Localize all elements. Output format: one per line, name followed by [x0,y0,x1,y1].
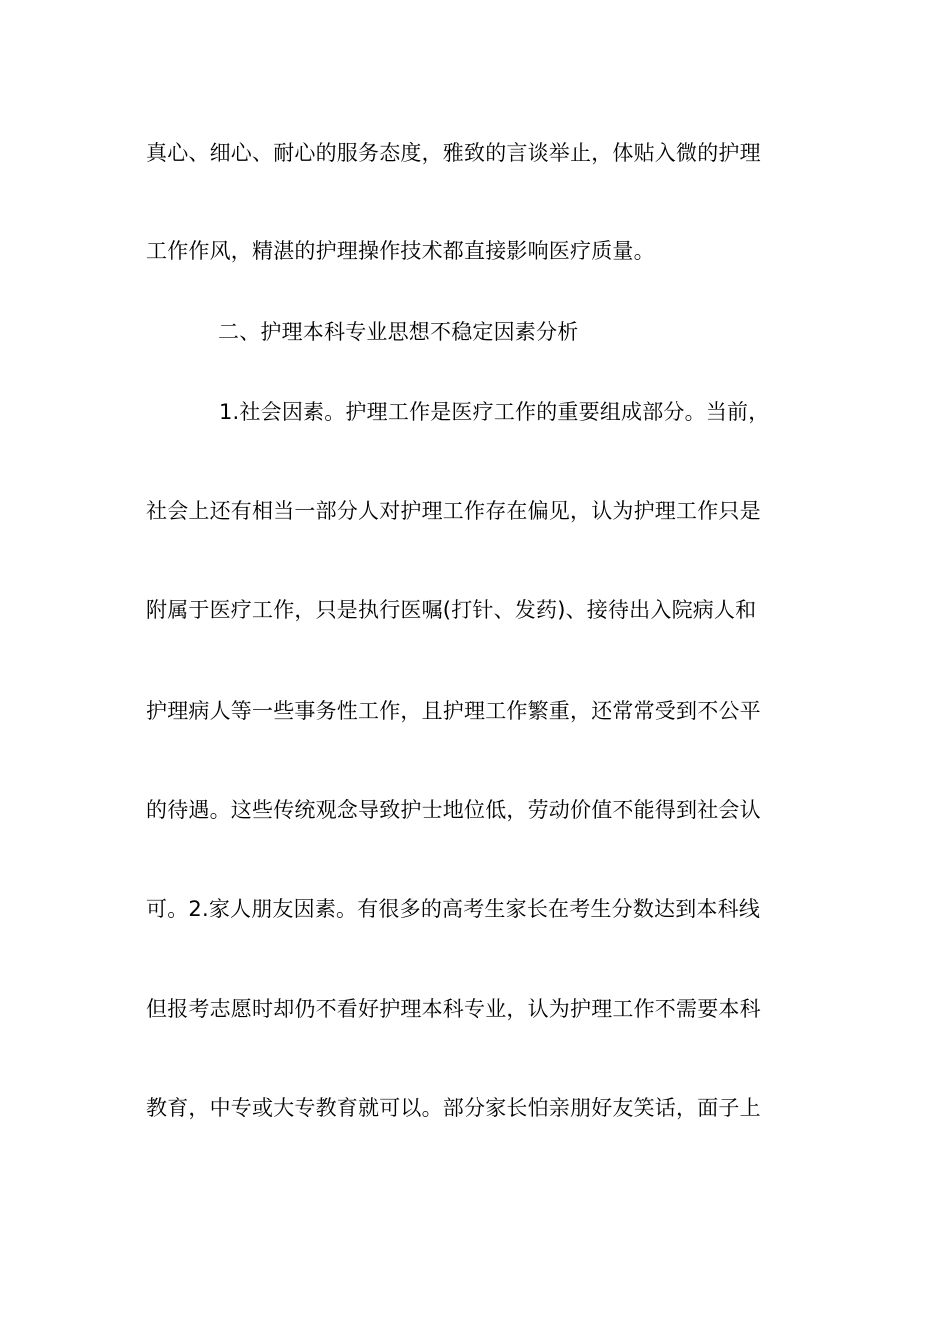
paragraph-line: 但报考志愿时却仍不看好护理本科专业，认为护理工作不需要本科 [146,997,761,1021]
paragraph-line: 社会上还有相当一部分人对护理工作存在偏见，认为护理工作只是 [146,499,761,523]
paragraph-line: 工作作风，精湛的护理操作技术都直接影响医疗质量。 [146,239,655,263]
section-heading: 二、护理本科专业思想不稳定因素分析 [218,320,579,344]
paragraph-line: 护理病人等一些事务性工作，且护理工作繁重，还常常受到不公平 [146,699,761,723]
paragraph-line: 真心、细心、耐心的服务态度，雅致的言谈举止，体贴入微的护理 [146,141,761,165]
paragraph-line: 1.社会因素。护理工作是医疗工作的重要组成部分。当前， [219,400,770,424]
paragraph-line: 教育，中专或大专教育就可以。部分家长怕亲朋好友笑话，面子上 [146,1096,761,1120]
paragraph-line: 可。2.家人朋友因素。有很多的高考生家长在考生分数达到本科线 [146,897,761,921]
paragraph-line: 附属于医疗工作，只是执行医嘱(打针、发药)、接待出入院病人和 [146,598,757,622]
paragraph-line: 的待遇。这些传统观念导致护士地位低，劳动价值不能得到社会认 [146,798,761,822]
